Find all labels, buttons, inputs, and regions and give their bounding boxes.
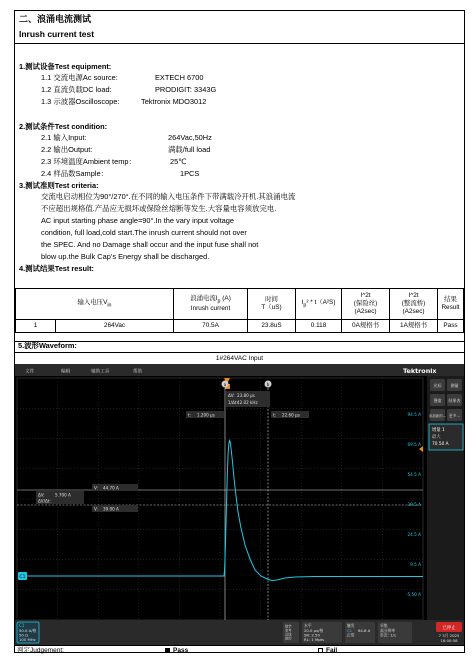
report-page	[14, 10, 465, 653]
col-time-cn: 时间	[265, 296, 278, 304]
channel-1-impedance: 50 Ω	[19, 632, 28, 638]
col-result	[438, 289, 464, 320]
col-fuse1	[342, 289, 390, 320]
delta-v-value: 5.700 A	[55, 492, 71, 498]
right-axis-tick-label: 9.5 A	[410, 562, 421, 567]
cursor-v1-label: V:	[94, 485, 98, 491]
col-ip-sub: p	[217, 298, 221, 305]
section-result-heading: 4.测试结果Test result:	[19, 264, 95, 273]
col-fuse1-cn: (保险丝)	[353, 300, 378, 308]
cell-fuse2: 1A规格书	[390, 320, 438, 333]
criteria-line-5: the SPEC. And no Damage shall occur and the input fuse shall not	[41, 240, 259, 249]
col-i2t-sub: p	[303, 302, 307, 309]
more-button-label: 更多...	[448, 413, 461, 418]
col-ip-cn: 浪涌电流I	[190, 295, 218, 303]
equip-2-value: PRODIGIT: 3343G	[155, 85, 217, 94]
right-axis-tick-label: 94.5 A	[407, 412, 421, 417]
cursor-t1-label: t:	[188, 412, 191, 418]
col-fuse2	[390, 289, 438, 320]
oscilloscope-screen	[15, 364, 464, 645]
cell-i2t: 0.118	[296, 320, 342, 333]
equip-1-label: 1.1 交流电源Ac source:	[41, 73, 118, 82]
delta-t-value: 23.80 µs	[237, 393, 255, 398]
col-ip	[174, 289, 248, 320]
section-condition-heading: 2.测试条件Test condition:	[19, 122, 108, 131]
result-table-header	[16, 289, 464, 320]
equip-3-label: 1.3 示波器Oscilloscope:	[41, 97, 120, 106]
scope-date: 7 3月 2025	[438, 633, 460, 638]
cond-4-label: 2.4 样品数Sample：	[41, 169, 108, 178]
cursor-b-handle-label: b	[266, 381, 270, 387]
trigger-title: 触发	[347, 623, 355, 628]
menu-file[interactable]: 文件	[25, 369, 35, 375]
equip-1-value: EXTECH 6700	[155, 73, 204, 82]
right-axis-tick-label: 39.5 A	[407, 502, 421, 507]
menu-edit[interactable]: 编辑	[61, 369, 71, 375]
col-ip-unit: (A)	[222, 295, 231, 303]
col-i2t-post: ² * t（A²S)	[306, 299, 336, 307]
cell-vin: 264Vac	[56, 320, 174, 333]
right-axis-tick-label: 24.5 A	[407, 532, 421, 537]
col-result-cn: 结果	[444, 296, 457, 304]
cond-1-label: 2.1 输入Input:	[41, 133, 87, 142]
channel-1-scale: 50.0 A/格	[19, 628, 37, 633]
cell-result: Pass	[438, 320, 464, 333]
cond-2-label: 2.2 输出Output:	[41, 145, 93, 154]
criteria-line-6: blow up.the Bulk Cap’s Energy shall be discharged.	[41, 252, 210, 261]
cursor-button-label: 光标	[433, 383, 442, 388]
cursor-t1-value: 1.200 µs	[197, 412, 215, 418]
scope-menu-bar	[15, 364, 464, 376]
horizontal-sample-rate: SR: 2.50	[304, 632, 320, 638]
title-cn: 二、浪涌电流测试	[19, 14, 92, 24]
measurement-badge-l1: 最大	[432, 435, 441, 440]
col-vin-sub: in	[107, 302, 112, 309]
table-row	[16, 320, 464, 333]
inv-delta-t-label: 1/Δt:	[228, 400, 238, 405]
criteria-line-4: condition, full load,cold start.The inrush current should not over	[41, 228, 247, 237]
title-block	[15, 11, 464, 44]
delta-v-dt-label: ΔV/Δt:	[38, 498, 51, 504]
acquisition-title: 采集	[380, 623, 388, 628]
col-fuse1-unit: (A2sec)	[354, 307, 377, 315]
col-ip-en: Inrush current	[190, 304, 231, 312]
right-axis-tick-label: 54.5 A	[407, 472, 421, 477]
measurement-badge-value: 70.50 A	[432, 442, 449, 447]
waveform-heading: 5.波形Waveform:	[15, 341, 464, 353]
col-fuse1-top: I^2t	[360, 292, 371, 300]
cursor-t2-label: t:	[273, 412, 276, 418]
cell-no: 1	[16, 320, 56, 333]
judgement-fail[interactable]	[318, 647, 337, 655]
col-i2t-pre: I	[301, 299, 304, 307]
col-vin-text: 输入电压V	[77, 299, 108, 307]
equip-3-value: Tektronix MDO3012	[141, 97, 207, 106]
math-ref-bus-label-1: 数学	[285, 624, 292, 629]
add-new-button-label: 添加新的...	[429, 414, 446, 418]
criteria-line-2: 不应超出规格值.产品应无损坏或保险丝熔断等发生.大容量电容须放完电.	[41, 204, 277, 213]
waveform-caption: 1#264VAC Input	[215, 355, 264, 362]
cond-4-value: 1PCS	[180, 169, 200, 178]
acquisition-mode: 高分辨率	[380, 628, 396, 633]
math-ref-bus-label-4: 波形	[285, 636, 292, 641]
fail-checkbox[interactable]	[318, 648, 323, 653]
menu-utility[interactable]: 辅助工具	[91, 369, 110, 375]
results-table-button-label: 结果表	[448, 398, 461, 403]
col-time-en: T（uS)	[261, 304, 282, 311]
criteria-line-3: AC input starting phase angle=90°.In the vary input voltage	[41, 216, 234, 225]
trigger-mode: 正常	[347, 632, 355, 638]
scope-brand: Tektronix	[403, 367, 437, 375]
equip-2-label: 1.2 直流负载DC load:	[41, 85, 112, 94]
criteria-line-1: 交流电启动相位为90°/270°.在不同的输入电压条件下带满载冷开机.其浪涌电流	[41, 192, 296, 201]
result-table	[15, 288, 464, 333]
col-result-en: Result	[441, 304, 460, 311]
cond-2-value: 满载/full load	[168, 145, 211, 154]
delta-t-label: ΔV:	[228, 393, 235, 398]
right-axis-tick-label: -5.50 A	[405, 592, 421, 597]
channel-1-bandwidth: 100 MHz	[19, 637, 36, 642]
col-time	[248, 289, 296, 320]
cond-1-value: 264Vac,50Hz	[168, 133, 212, 142]
trigger-level: 64.8 A	[358, 628, 371, 633]
title-en: Inrush current test	[19, 28, 95, 39]
judgement-label: 判定Judgement:	[17, 647, 64, 654]
cursor-v1-value: 44.70 A	[103, 485, 119, 491]
judgement-pass[interactable]	[165, 647, 188, 655]
inv-delta-t-value: 42.02 kHz	[237, 400, 258, 405]
cond-3-label: 2.3 环境温度Ambient temp：	[41, 157, 136, 166]
cell-ip: 70.5A	[174, 320, 248, 333]
channel-1-name: C1	[19, 623, 25, 628]
section-criteria-heading: 3.测试准则Test criteria:	[19, 181, 99, 190]
cursor-t2-value: 22.60 µs	[282, 412, 300, 418]
cell-fuse1: 0A规格书	[342, 320, 390, 333]
col-fuse2-top: I^2t	[408, 292, 419, 300]
horizontal-scale: 20.0 µs/格	[304, 628, 324, 633]
col-fuse2-unit: (A2sec)	[402, 307, 425, 315]
search-button-label: 搜索	[433, 398, 442, 403]
right-axis-tick-label: 69.5 A	[407, 442, 421, 447]
cursor-v2-value: 39.00 A	[103, 506, 119, 512]
col-fuse2-cn: (整流桥)	[401, 300, 426, 308]
math-ref-bus-label-2: 参考	[285, 628, 292, 633]
stopped-status-label: 已停止	[442, 625, 456, 631]
menu-help[interactable]: 帮助	[133, 369, 143, 375]
measurement-badge-title: 增量 1	[432, 428, 445, 433]
cell-time: 23.8uS	[248, 320, 296, 333]
horizontal-title: 水平	[304, 623, 312, 628]
pass-checkbox[interactable]	[165, 648, 170, 653]
cursor-a-handle-label: a	[223, 381, 227, 387]
acquisition-count: 单次: 1/1	[380, 632, 397, 638]
judgement-row	[15, 645, 464, 654]
delta-v-label: ΔV:	[38, 492, 45, 498]
horizontal-record-length: RL: 1 Mpts	[304, 637, 325, 642]
math-ref-bus-label-3: 总线	[285, 632, 292, 637]
cond-3-value: 25℃	[170, 157, 187, 166]
measure-button-label: 测量	[450, 383, 459, 388]
section-equipment-heading: 1.测试设备Test equipment:	[19, 62, 112, 71]
trigger-source: C1	[347, 628, 353, 633]
col-i2t	[296, 289, 342, 320]
scope-time: 18:00:58	[440, 638, 458, 643]
channel-1-ground-label: C1	[19, 575, 26, 580]
oscilloscope-svg	[15, 364, 464, 645]
cursor-v2-label: V:	[94, 506, 98, 512]
fail-label: Fail	[326, 647, 338, 654]
col-vin	[16, 289, 174, 320]
pass-label: Pass	[173, 647, 189, 654]
